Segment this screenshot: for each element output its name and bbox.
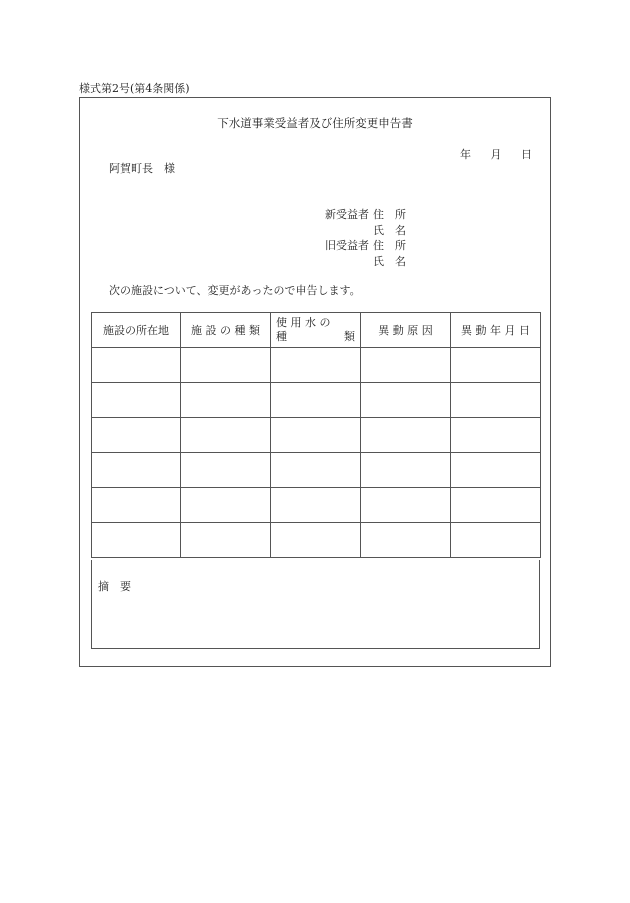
cell-change-reason[interactable] xyxy=(361,453,451,488)
header-change-reason: 異 動 原 因 xyxy=(361,313,451,348)
cell-facility-type[interactable] xyxy=(181,418,271,453)
remarks-box[interactable] xyxy=(91,560,540,649)
cell-water-type[interactable] xyxy=(271,523,361,558)
header-facility-type: 施 設 の 種 類 xyxy=(181,313,271,348)
header-location: 施設の所在地 xyxy=(92,313,181,348)
old-beneficiary-label: 旧受益者 xyxy=(325,239,369,252)
cell-location[interactable] xyxy=(92,523,181,558)
cell-water-type[interactable] xyxy=(271,383,361,418)
header-change-date: 異 動 年 月 日 xyxy=(451,313,541,348)
form-frame xyxy=(79,97,551,667)
table-row xyxy=(92,418,541,453)
facility-table xyxy=(91,312,541,558)
cell-location[interactable] xyxy=(92,418,181,453)
cell-water-type[interactable] xyxy=(271,453,361,488)
cell-water-type[interactable] xyxy=(271,348,361,383)
remarks-label: 摘 要 xyxy=(98,580,131,593)
table-row xyxy=(92,383,541,418)
cell-change-date[interactable] xyxy=(451,523,541,558)
form-number-label: 様式第2号(第4条関係) xyxy=(79,82,190,95)
cell-change-reason[interactable] xyxy=(361,523,451,558)
form-title: 下水道事業受益者及び住所変更申告書 xyxy=(217,116,413,130)
table-row xyxy=(92,523,541,558)
cell-change-reason[interactable] xyxy=(361,418,451,453)
cell-change-reason[interactable] xyxy=(361,383,451,418)
cell-water-type[interactable] xyxy=(271,418,361,453)
cell-change-reason[interactable] xyxy=(361,488,451,523)
cell-change-date[interactable] xyxy=(451,348,541,383)
date-month: 月 xyxy=(490,148,502,161)
cell-change-date[interactable] xyxy=(451,383,541,418)
date-year: 年 xyxy=(460,148,471,161)
table-row xyxy=(92,453,541,488)
recipient: 阿賀町長 様 xyxy=(109,162,175,175)
old-beneficiary-name-label: 氏 名 xyxy=(373,255,406,268)
cell-location[interactable] xyxy=(92,453,181,488)
cell-facility-type[interactable] xyxy=(181,453,271,488)
old-beneficiary-address-label: 住 所 xyxy=(373,239,406,252)
date-line xyxy=(448,146,532,162)
cell-facility-type[interactable] xyxy=(181,488,271,523)
header-water-type: 使 用 水 の 種 類 xyxy=(271,313,361,348)
cell-change-date[interactable] xyxy=(451,418,541,453)
cell-facility-type[interactable] xyxy=(181,523,271,558)
cell-facility-type[interactable] xyxy=(181,348,271,383)
cell-water-type[interactable] xyxy=(271,488,361,523)
cell-facility-type[interactable] xyxy=(181,383,271,418)
new-beneficiary-label: 新受益者 xyxy=(325,208,369,221)
new-beneficiary-address-label: 住 所 xyxy=(373,208,406,221)
cell-location[interactable] xyxy=(92,383,181,418)
cell-location[interactable] xyxy=(92,488,181,523)
declaration-statement: 次の施設について、変更があったので申告します。 xyxy=(109,284,361,297)
cell-change-reason[interactable] xyxy=(361,348,451,383)
cell-change-date[interactable] xyxy=(451,453,541,488)
cell-change-date[interactable] xyxy=(451,488,541,523)
table-row xyxy=(92,348,541,383)
date-day: 日 xyxy=(521,148,532,161)
new-beneficiary-name-label: 氏 名 xyxy=(373,224,406,237)
cell-location[interactable] xyxy=(92,348,181,383)
table-row xyxy=(92,488,541,523)
